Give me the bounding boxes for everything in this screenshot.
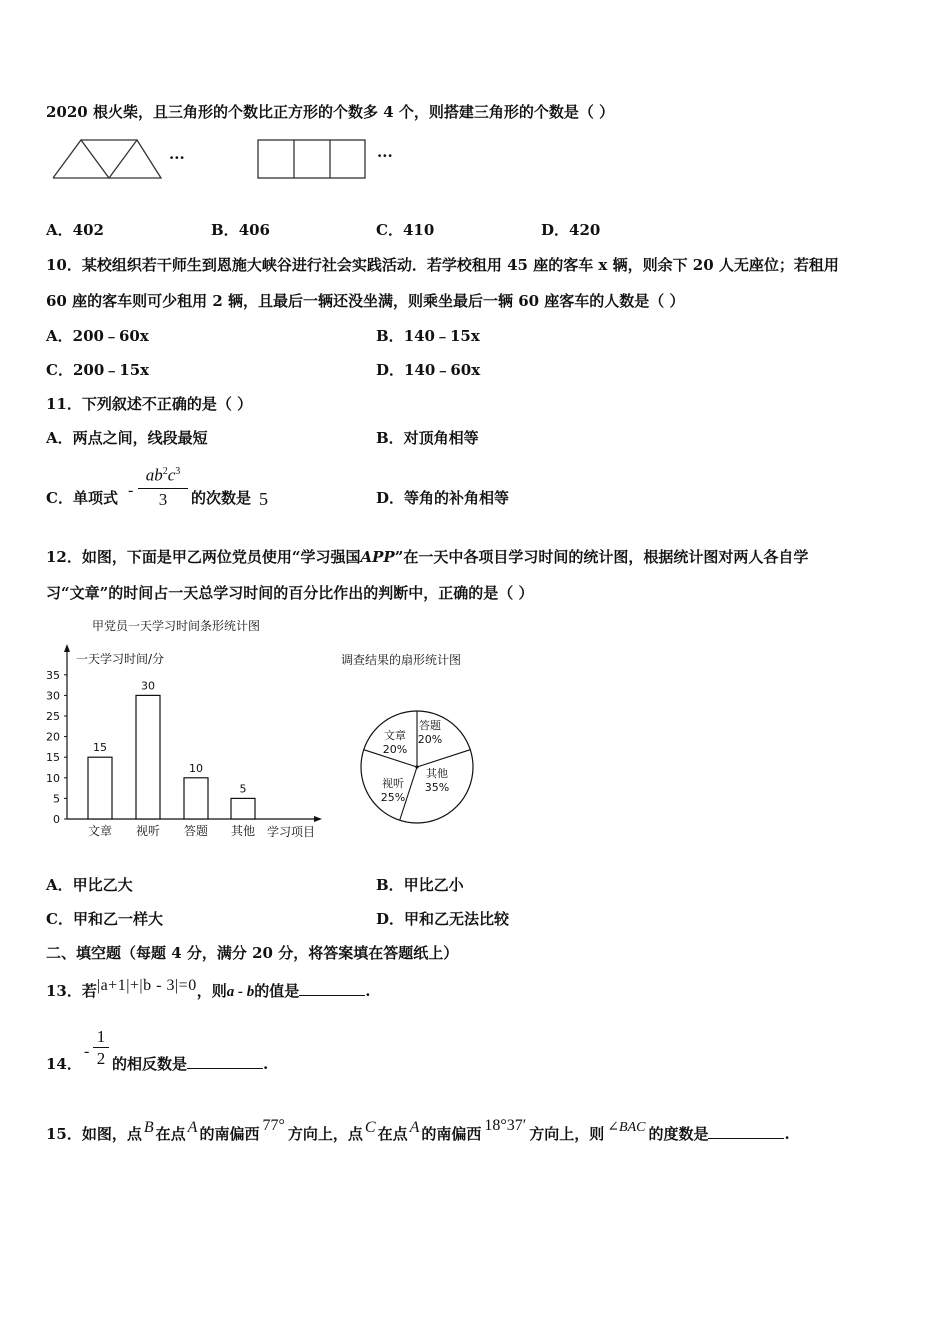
bar-y-tick-label: 0: [53, 813, 60, 826]
pie-center: [415, 765, 418, 768]
q13-expression: |a+1|+|b - 3|=0: [96, 977, 197, 994]
bar-chart-xlabel: 学习项目: [267, 825, 316, 839]
bar-category-label: 文章: [87, 824, 113, 838]
q11-option-d: D．等角的补角相等: [376, 489, 510, 507]
fraction-denominator: 3: [158, 489, 168, 509]
bar-y-tick-label: 35: [46, 668, 60, 682]
bar-chart-title: 甲党员一天学习时间条形统计图: [92, 619, 261, 633]
bar-y-tick-label: 10: [46, 771, 60, 785]
q13: 13．若|a+1|+|b - 3|=0，则a - b的值是 .: [46, 977, 371, 1000]
q11-option-c-suffix: 的次数是: [191, 489, 252, 507]
q12-line1: 12．如图，下面是甲乙两位党员使用“学习强国APP”在一天中各项目学习时间的统计图，根据统计图对两人各自学: [46, 548, 809, 566]
q12-option-c: C．甲和乙一样大: [46, 910, 163, 928]
half-fraction: [93, 1027, 109, 1070]
bar-value-label: 10: [189, 761, 203, 775]
q10-option-b: B．140﹣15x: [376, 327, 480, 345]
q10-option-c: C．200﹣15x: [46, 361, 150, 379]
squares-figure: [257, 139, 369, 181]
bar-答题: [184, 778, 208, 819]
q15: 15．如图，点 B 在点 A 的南偏西 77° 方向上，点 C 在点 A 的南偏西 18°37′ 方向上，则 ∠BAC 的度数是 .: [46, 1117, 790, 1143]
pie-chart-title: 调查结果的扇形统计图: [341, 653, 462, 667]
q15-answer-blank[interactable]: [708, 1124, 784, 1139]
bar-y-axis-arrow: [64, 644, 70, 652]
q9-option-a: A．402: [46, 221, 104, 239]
squares-ellipsis: ···: [377, 147, 393, 165]
q11-stem: 11．下列叙述不正确的是（ ）: [46, 395, 253, 413]
bar-chart-ticks: [46, 669, 67, 826]
bar-y-tick-label: 30: [46, 689, 60, 703]
pie-slice-percent: 25%: [380, 791, 406, 804]
q11-option-c-prefix: C．单项式: [46, 489, 118, 507]
q14-answer-blank[interactable]: [187, 1054, 263, 1069]
section-heading: 二、填空题（每题 4 分，满分 20 分，将答案填在答题纸上）: [46, 944, 459, 962]
triangles-figure: [50, 137, 165, 182]
bar-x-axis-arrow: [314, 816, 322, 822]
q13-answer-blank[interactable]: [299, 981, 365, 996]
q12-line2: 习“文章”的时间占一天总学习时间的百分比作出的判断中，正确的是（ ）: [46, 584, 534, 602]
q14-text: 的相反数是 .: [112, 1055, 269, 1073]
bar-category-label: 视听: [135, 824, 161, 838]
pie-slice-label: 视听: [382, 777, 404, 790]
q14-minus: -: [84, 1043, 90, 1060]
bar-value-label: 30: [141, 679, 155, 693]
q9-stem: 2020 根火柴，且三角形的个数比正方形的个数多 4 个，则搭建三角形的个数是（ ）: [46, 103, 615, 121]
q12-option-a: A．甲比乙大: [46, 876, 133, 894]
q11-option-a: A．两点之间，线段最短: [46, 429, 208, 447]
bar-value-label: 5: [239, 782, 247, 796]
bar-chart-ylabel: 一天学习时间/分: [76, 652, 165, 666]
pie-chart: [355, 705, 480, 830]
bar-其他: [231, 798, 255, 819]
bar-value-label: 15: [93, 741, 107, 755]
q10-line1: 10．某校组织若干师生到恩施大峡谷进行社会实践活动．若学校租用 45 座的客车 x 辆，则余下 20 人无座位；若租用: [46, 256, 839, 274]
bar-文章: [88, 757, 112, 819]
pie-slice-label: 答题: [419, 719, 441, 732]
bar-y-tick-label: 15: [46, 751, 60, 765]
bar-category-label: 其他: [230, 824, 256, 838]
q10-option-d: D．140﹣60x: [376, 361, 481, 379]
bar-y-tick-label: 5: [53, 792, 60, 806]
pie-slice-percent: 20%: [382, 743, 408, 756]
q9-option-b: B．406: [211, 221, 270, 239]
q11-option-b: B．对顶角相等: [376, 429, 479, 447]
bar-chart: [40, 640, 330, 845]
half-denominator: 2: [96, 1049, 106, 1068]
pie-slice-percent: 35%: [424, 781, 450, 794]
q9-option-d: D．420: [541, 221, 601, 239]
q9-option-c: C．410: [376, 221, 435, 239]
bar-category-label: 答题: [183, 824, 209, 838]
monomial-fraction: [138, 461, 188, 511]
fraction-numerator: $ab^2c^3$: [138, 461, 188, 489]
q10-line2: 60 座的客车则可少租用 2 辆，且最后一辆还没坐满，则乘坐最后一辆 60 座客车的人数是（ ）: [46, 292, 685, 310]
pie-slice-label: 其他: [426, 767, 448, 780]
q11-minus: -: [128, 482, 134, 499]
half-numerator: 1: [93, 1027, 109, 1048]
q12-option-d: D．甲和乙无法比较: [376, 910, 510, 928]
bar-chart-bars: [88, 679, 255, 838]
q14-number: 14．: [46, 1055, 82, 1073]
q12-option-b: B．甲比乙小: [376, 876, 464, 894]
pie-slice-label: 文章: [384, 729, 406, 742]
pie-slice-percent: 20%: [417, 733, 443, 746]
q10-option-a: A．200﹣60x: [46, 327, 149, 345]
q11-option-c-value: 5: [259, 489, 268, 509]
bar-y-tick-label: 20: [46, 730, 60, 744]
bar-视听: [136, 695, 160, 819]
triangles-ellipsis: ···: [169, 149, 185, 167]
bar-y-tick-label: 25: [46, 710, 60, 723]
